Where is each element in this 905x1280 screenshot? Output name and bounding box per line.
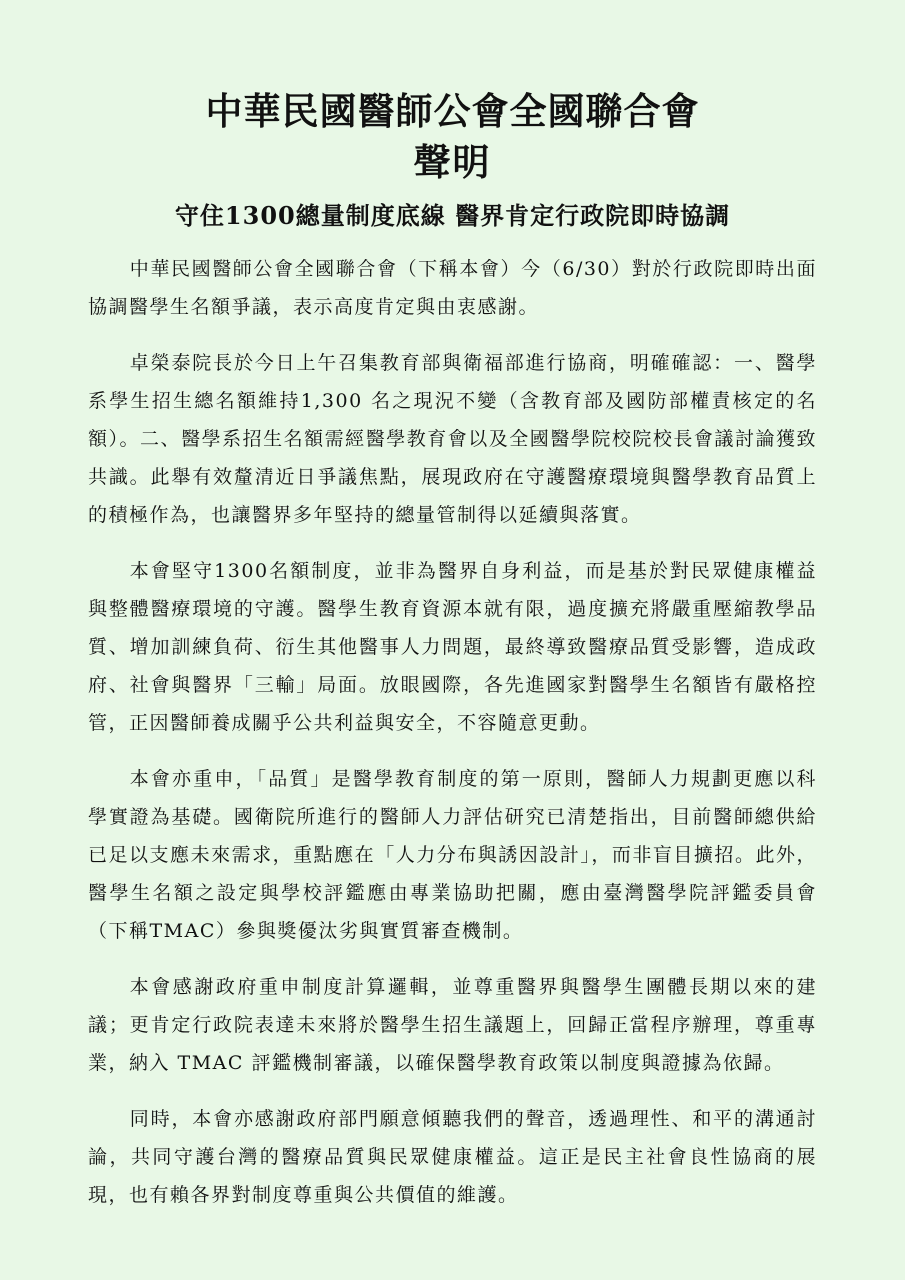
paragraph-1: 中華民國醫師公會全國聯合會（下稱本會）今（6/30）對於行政院即時出面協調醫學生名額爭議，表示高度肯定與由衷感謝。 [88, 258, 817, 318]
paragraph-3: 本會堅守1300名額制度，並非為醫界自身利益，而是基於對民眾健康權益與整體醫療環境的守護。醫學生教育資源本就有限，過度擴充將嚴重壓縮教學品質、增加訓練負荷、衍生其他醫事人力問題，最終導致醫療品質受影響，造成政府、社會與醫界「三輸」局面。放眼國際，各先進國家對醫學生名額皆有嚴格控管，正因醫師養成關乎公共利益與安全，不容隨意更動。 [88, 560, 817, 734]
statement-subtitle: 守住1300總量制度底線 醫界肯定行政院即時協調 [174, 201, 731, 230]
paragraph-2: 卓榮泰院長於今日上午召集教育部與衛福部進行協商，明確確認：一、醫學系學生招生總名額維持1,300 名之現況不變（含教育部及國防部權責核定的名額）。二、醫學系招生名額需經醫學教育會以及全國醫學院校院校長會議討論獲致共識。此舉有效釐清近日爭議焦點，展現政府在守護醫療環境與醫學教育品質上的積極作為，也讓醫界多年堅持的總量管制得以延續與落實。 [88, 352, 817, 526]
paragraph-4: 本會亦重申，「品質」是醫學教育制度的第一原則，醫師人力規劃更應以科學實證為基礎。國衛院所進行的醫師人力評估研究已清楚指出，目前醫師總供給已足以支應未來需求，重點應在「人力分布與誘因設計」，而非盲目擴招。此外，醫學生名額之設定與學校評鑑應由專業協助把關，應由臺灣醫學院評鑑委員會（下稱TMAC）參與獎優汰劣與實質審查機制。 [88, 768, 817, 942]
paragraph-6: 同時，本會亦感謝政府部門願意傾聽我們的聲音，透過理性、和平的溝通討論，共同守護台灣的醫療品質與民眾健康權益。這正是民主社會良性協商的展現，也有賴各界對制度尊重與公共價值的維護。 [88, 1108, 817, 1206]
document-type-heading: 聲明 [413, 140, 492, 184]
paragraph-5: 本會感謝政府重申制度計算邏輯，並尊重醫界與醫學生團體長期以來的建議；更肯定行政院表達未來將於醫學生招生議題上，回歸正當程序辦理，尊重專業，納入 TMAC 評鑑機制審議，以確保醫學教育政策以制度與證據為依歸。 [88, 976, 817, 1074]
organization-title: 中華民國醫師公會全國聯合會 [205, 89, 700, 133]
